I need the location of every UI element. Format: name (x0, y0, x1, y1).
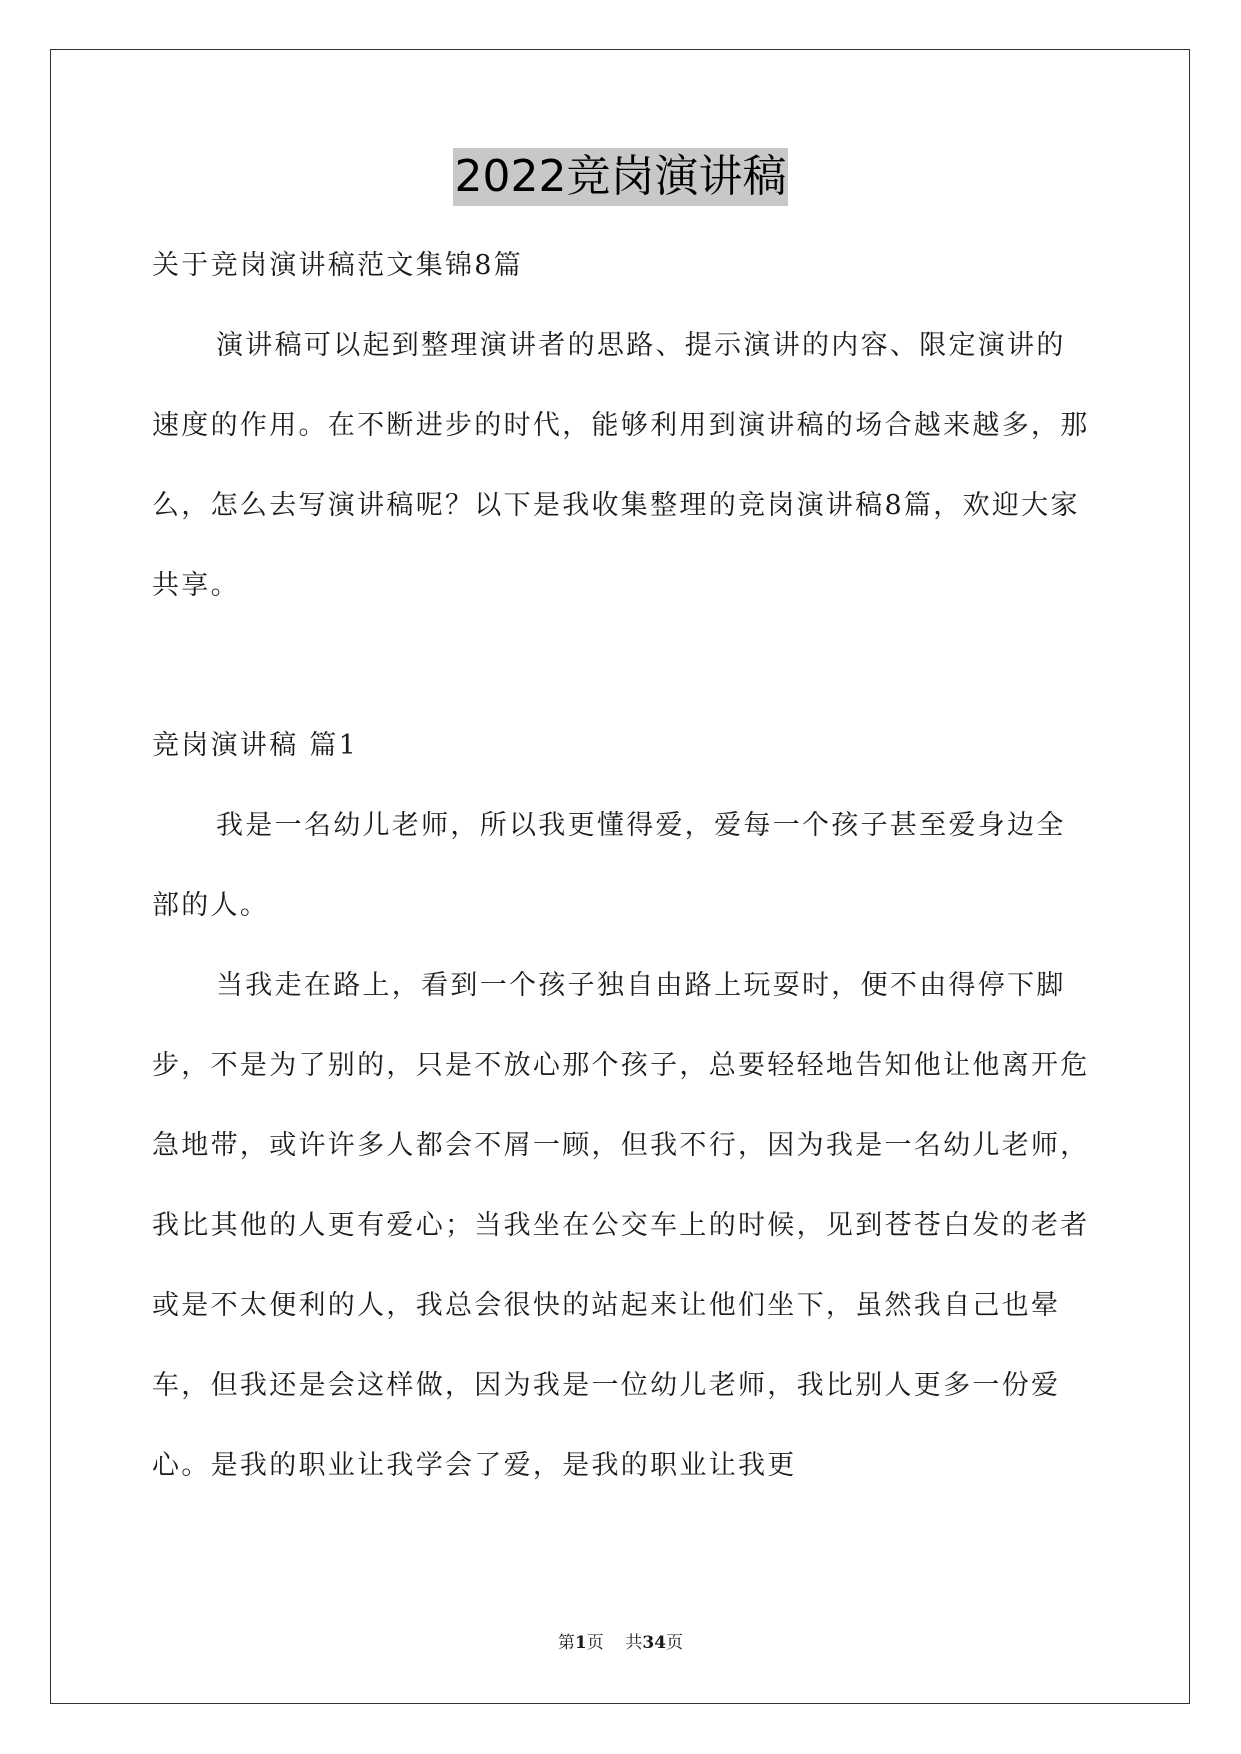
intro-paragraph: 演讲稿可以起到整理演讲者的思路、提示演讲的内容、限定演讲的速度的作用。在不断进步的时代，能够利用到演讲稿的场合越来越多，那么，怎么去写演讲稿呢？以下是我收集整理的竞岗演讲稿8篇，欢迎大家共享。 (152, 330, 1090, 601)
page-suffix: 页 (586, 1633, 604, 1653)
body-paragraph: 当我走在路上，看到一个孩子独自由路上玩耍时，便不由得停下脚步，不是为了别的，只是不放心那个孩子，总要轻轻地告知他让他离开危急地带，或许许多人都会不屑一顾，但我不行，因为我是一名幼儿老师，我比其他的人更有爱心；当我坐在公交车上的时候，见到苍苍白发的老者或是不太便利的人，我总会很快的站起来让他们坐下，虽然我自己也晕车，但我还是会这样做，因为我是一位幼儿老师，我比别人更多一份爱心。是我的职业让我学会了爱，是我的职业让我更 (152, 970, 1090, 1481)
document-title: 2022竞岗演讲稿 (453, 148, 789, 206)
page-footer (0, 1628, 1241, 1653)
document-subtitle: 关于竞岗演讲稿范文集锦8篇 (152, 250, 524, 281)
total-prefix: 共 (625, 1633, 643, 1653)
body-paragraph: 我是一名幼儿老师，所以我更懂得爱，爱每一个孩子甚至爱身边全部的人。 (152, 810, 1066, 921)
page-number: 1 (574, 1633, 587, 1653)
section-heading: 竞岗演讲稿 篇1 (152, 730, 359, 761)
title-container (0, 148, 1241, 206)
page-prefix: 第 (557, 1633, 575, 1653)
section-spacer (152, 626, 1092, 706)
document-body (152, 226, 1092, 1506)
total-suffix: 页 (666, 1633, 684, 1653)
total-pages: 34 (642, 1633, 667, 1653)
